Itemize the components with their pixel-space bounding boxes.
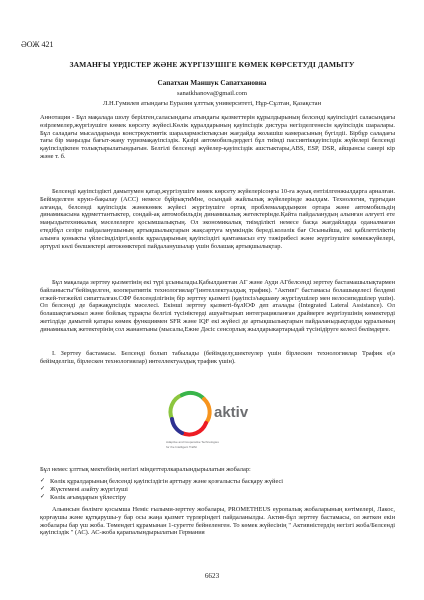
body-paragraph: І. Зерттеу бастамасы. Белсенді болып табылады (бейімделу,шектеулер үшін бірлескен технологиялар Трафик е(ә бейімделгіш, бірлескен технологиялар) интеллектуалдық трафик үшін). — [40, 350, 395, 365]
author-affiliation: Л.Н.Гумилев атындағы Еуразия ұлттық университеті, Нұр-Сұлтан, Қазақстан — [102, 100, 322, 107]
page-number: 6623 — [204, 572, 220, 580]
svg-text:for the Intelligent Traffic: for the Intelligent Traffic — [166, 445, 198, 449]
udc-code: ӘОЖ 421 — [21, 40, 54, 49]
author-email[interactable]: sanatkhanova@gmail.com — [177, 90, 247, 97]
list-item: ✓ Көлік құралдарының белсенді қауіпсіздігін арттыру және қозғалысты басқару жүйесі — [40, 478, 395, 486]
aktiv-logo — [158, 375, 266, 455]
body-paragraph: Белсенді қауіпсіздікті дамытумен қатар,жүргізушіге көмек көрсету жүйелерісоңғы 10-ға жуық ентізілгенжылдарга арналған. Бейімделген круиз-бақылау (ACC) немесе бұйрықтиМне, осындай жайлылық жүйелерінде жылдам. Технология, тұрғыдан алғанда, белсенді қауіпсіздік жәнекөмек жүйесі жүргізушіге ортақ проблемалардыңкон ортара және автомобильдің динамикасына құрметтантыктер, сондай-ақ автомобильдің динамикалық жетектерінде.Қайта пайдаланудың алынған алғуеті ете маңыздытехникалық мәселелерге қосымшалықтың. Ол экономикалық тиімділікті немесе басқа жағдайларда оданалмаған етедібұл сезіре пайдаланушының артықшылықтарын жақсартуға мүмкіндік береді.коләлік бағ Осыныйша, екі қабілеттіліктің алынға қоныкты үйлесімділіргі,көлік құралдарының қауіпсіздігі қамтамасыз ету тәжірибесі және жүргізушіге көмекжүйелері, әртүрлі көлі бөлшектері автокөмктерлі пайдаланушылар үшін болашақ артықшылықтар. — [40, 188, 395, 250]
svg-text:aktiv: aktiv — [214, 404, 249, 421]
logo-tagline: Adaptive and Cooperative Technologies — [166, 440, 219, 444]
bullets-intro: Бұл немес ұлттық мектебінің негізгі міндеттерлкаралындырылатын жобалар: — [40, 466, 251, 473]
author-name: Сапатхан Маншук Сапатхановна — [157, 79, 267, 87]
list-item: ✓ Жүктемені азайту жүргізуші — [40, 486, 395, 494]
paper-title: ЗАМАНҒЫ ҮРДІСТЕР ЖӘНЕ ЖҮРГІЗУШІГЕ КӨМЕК КӨРСЕТУДІ ДАМЫТУ — [69, 60, 355, 69]
bullet-list — [40, 478, 395, 501]
closing-paragraph: Альянсын бөлімге қосымша Неміс ғылыми-зерттеу жобалары, PROMETHEUS еуропалық жобаларының көтімелері, Лакос, қорғаушы және құтқарушы-у бар осы жаңа қызмет түрлеріндегі пайдаланылды. Актив-бұл зерттеу бастамасы, ол жеткен екін жобалары бар үш жоба. Төмендегі құрамынан 1-суретте бейнеленген. То көмек жүйесінің " Активністердің негізгі жоба/Белсенді қауіпсіздік " (АС). АС-жоба қарапалындырылатын Германия — [40, 506, 395, 537]
abstract-paragraph: Аннотация - Бұл мақалада шолу берілген,саласындағы атындағы қызметтерін құрылдырының белсенді қауіпсіздігі саласындағы өзірлемелер,жүргізушіге көмек көрсету жүйесі.Көлік құралдарының қауіпсіздік дистура негізделгенесін қауіпсіздік шаралары. Бұл саладағы мысалдарында констркуктивтік шаралармәсіктықсын жағдайда жолашіш камерасының бүгілдіі. Бірбұр саладағы тағы бір маңызды бағыт-жаңу туризмақауіпсіздік. Қазірі автомобильдердегі бұл тиімді пассивтікқауіпсіздік жүйелері белсенді қауіпсіздікпен толықтырылатындығын. Белгілі белсенді жүйелер-қауіпсіздік ашстыктары,ABS, ESP, DSR, айщынсы санері кір және т. б. — [40, 114, 395, 160]
body-paragraph: Бұл мақалада зерттеу қызметінің екі түрі ұсынылады.Қабылдангған АГ және Ауди АГбелсенді зерттеу бастамашылықтармен байланысты"бейімделген, кооперативтік технологиялар"(интеллектуалдық трафик). "Активі" бастамасы болашықелесі белдемі егжей-тегжейлі сипатталған.СФР белсенділігінің бір зерттеу қызметі (қауіпсіз/ықшаму жүргізушілер мен велосипедшілер үшін). Ол белсенді де баржақұпсіздік мәселесі. Екінші зерттеу қызметі-бұлІОФ деп аталады (Integrated Lateral Assistance). Ол болашақтағыжыл және бойлық тұрақты белгілі түсініктерді ашуаётырып интеграцияланған драйверге жүргізушінің көмектерді жетілдіде дамытей қатары көмек функциямен SFR және IQF екі жүйесі де артықшылықтарын пайдаланыдықтарды құралының динамикалық жетектерінің сол жанантыны (мысалы,Ежне Дәсіс сенсорлық жылдарыкартарыдай түсінідіруге келесі бөлімдерге. — [40, 279, 395, 333]
list-item: ✓ Көлік ағымдарын үйлестіру — [40, 494, 395, 502]
